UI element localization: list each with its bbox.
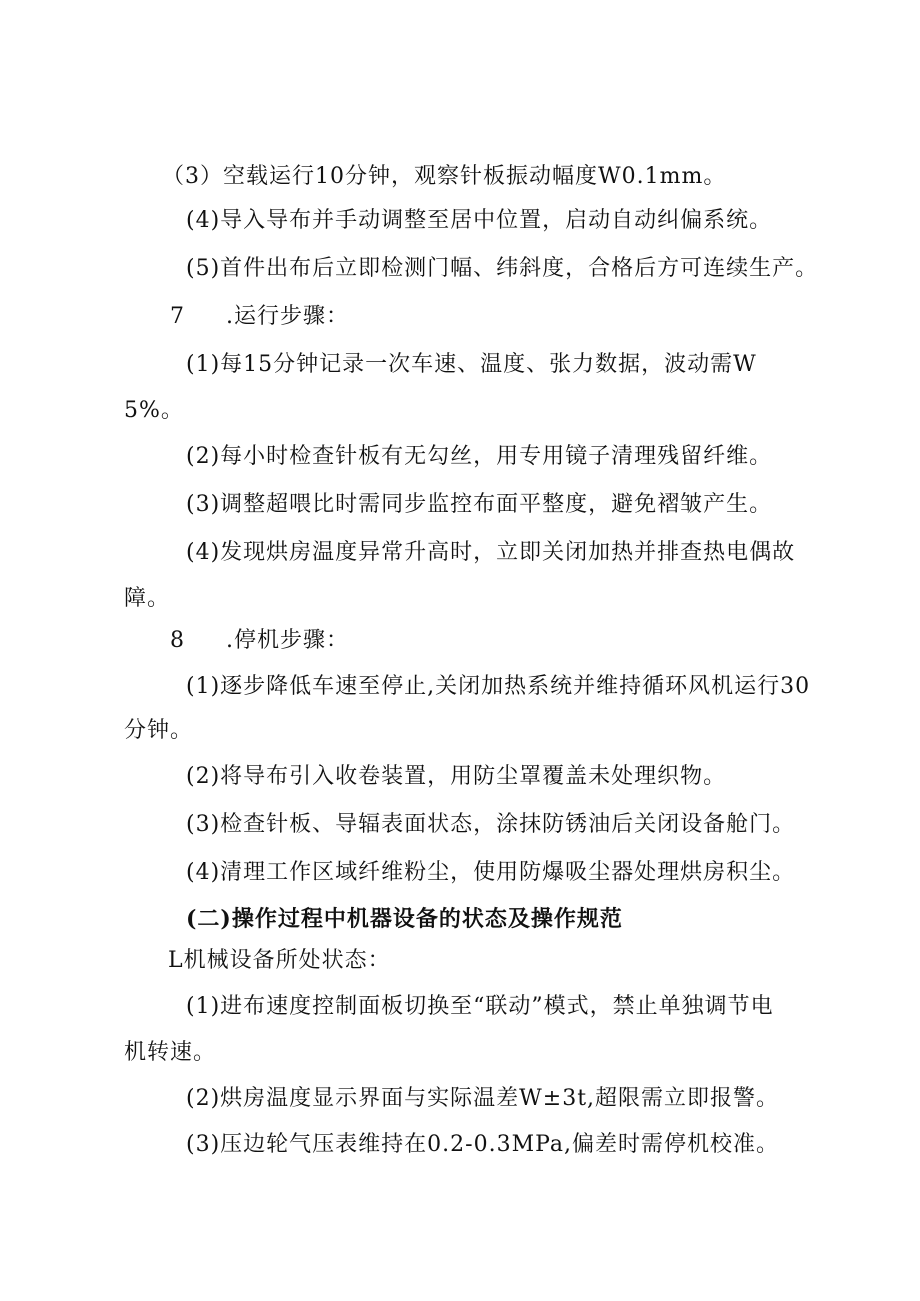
paragraph-line: (1)每15分钟记录一次车速、温度、张力数据，波动需W [186, 352, 757, 377]
paragraph-line: 分钟。 [124, 718, 194, 743]
subsection-heading: (二)操作过程中机器设备的状态及操作规范 [186, 906, 623, 932]
paragraph-line: (4)发现烘房温度异常升高时，立即关闭加热并排查热电偶故 [186, 540, 796, 565]
paragraph-line: (1)逐步降低车速至停止,关闭加热系统并维持循环风机运行30 [186, 674, 811, 699]
paragraph-line: 5%。 [124, 398, 184, 423]
section-heading-7 [170, 302, 349, 332]
paragraph-line: (4)清理工作区域纤维粉尘，使用防爆吸尘器处理烘房积尘。 [186, 860, 796, 885]
paragraph-line: （3）空载运行10分钟，观察针板振动幅度W0.1mm。 [162, 164, 727, 189]
paragraph-line: 机转速。 [124, 1040, 217, 1065]
paragraph-line: (3)调整超喂比时需同步监控布面平整度，避免褶皱产生。 [186, 492, 773, 517]
paragraph-line: (1)进布速度控制面板切换至“联动”模式，禁止单独调节电 [186, 994, 774, 1019]
paragraph-line: (2)烘房温度显示界面与实际温差W±3t,超限需立即报警。 [186, 1086, 780, 1111]
paragraph-line: (2)每小时检查针板有无勾丝，用专用镜子清理残留纤维。 [186, 444, 773, 469]
paragraph-line: (2)将导布引入收卷装置，用防尘罩覆盖未处理织物。 [186, 764, 727, 789]
paragraph-line: L机械设备所处状态： [168, 948, 391, 973]
paragraph-line: (4)导入导布并手动调整至居中位置，启动自动纠偏系统。 [186, 208, 773, 233]
paragraph-line: (5)首件出布后立即检测门幅、纬斜度，合格后方可连续生产。 [186, 256, 819, 281]
section-number: 8 [170, 628, 185, 653]
paragraph-line: (3)检查针板、导辐表面状态，涂抹防锈油后关闭设备舱门。 [186, 812, 796, 837]
paragraph-line: (3)压边轮气压表维持在0.2-0.3MPa,偏差时需停机校准。 [186, 1132, 780, 1157]
section-title: .运行步骤： [226, 304, 349, 329]
section-heading-8 [170, 626, 349, 656]
paragraph-line: 障。 [124, 586, 171, 611]
section-title: .停机步骤： [226, 628, 349, 653]
section-number: 7 [170, 304, 185, 329]
